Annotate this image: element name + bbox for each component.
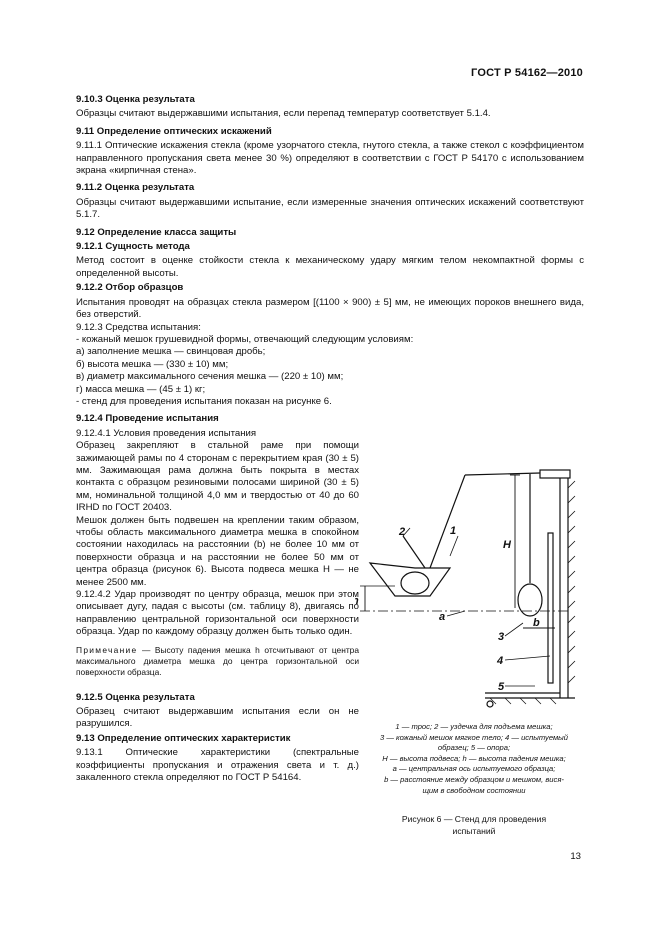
rope-1	[430, 475, 465, 568]
legend-line: 3 — кожаный мешок мягкое тело; 4 — испытуемый	[380, 732, 568, 742]
legend-line: b — расстояние между образцом и мешком, вися-	[384, 774, 564, 784]
heading-9-12-2: 9.12.2 Отбор образцов	[76, 282, 184, 294]
paragraph: Мешок должен быть подвешен на креплении таким образом, чтобы область максимального диаметра мешка в спокойном состоянии находилась на расстоянии (b) не более 10 мм от поверхности образца и на расстоянии не более 50 мм от центра образца (рисунок 6). Высота подвеса мешка H — не менее 2500 мм.	[76, 514, 359, 588]
list-item: - кожаный мешок грушевидной формы, отвечающий следующим условиям:	[76, 333, 414, 345]
heading-9-13: 9.13 Определение оптических характеристик	[76, 732, 291, 744]
paragraph: 9.13.1 Оптические характеристики (спектральные коэффициенты пропускания и отражения света и т. д.) закаленного стекла определяют по ГОСТ Р 54164.	[76, 747, 359, 784]
paragraph: 9.12.4.1 Условия проведения испытания	[76, 427, 257, 439]
heading-9-12-1: 9.12.1 Сущность метода	[76, 241, 190, 253]
paragraph: Образцы считают выдержавшими испытания, если перепад температур соответствует 5.1.4.	[76, 108, 491, 120]
bag-raised	[401, 572, 429, 594]
heading-9-11: 9.11 Определение оптических искажений	[76, 125, 272, 137]
sling	[370, 563, 450, 596]
heading-9-12-5: 9.12.5 Оценка результата	[76, 691, 195, 703]
list-item: в) диаметр максимального сечения мешка — (220 ± 10) мм;	[76, 371, 344, 383]
caption-line: Рисунок 6 — Стенд для проведения	[401, 814, 547, 824]
label-h	[355, 595, 359, 607]
paragraph: Метод состоит в оценке стойкости стекла к механическому удару мягким телом некомпактной формы с определенной высоты.	[76, 255, 584, 279]
heading-9-10-3: 9.10.3 Оценка результата	[76, 94, 195, 105]
paragraph: Испытания проводят на образцах стекла размером [(1100 × 900) ± 5] мм, не имеющих пороков внешнего вида, без отверстий.	[76, 296, 584, 321]
list-item: а) заполнение мешка — свинцовая дробь;	[76, 346, 266, 358]
rope-top	[465, 473, 540, 475]
legend-line: 1 — трос; 2 — уздечка для подъема мешка;	[395, 722, 553, 731]
lift-rope	[403, 536, 425, 568]
note	[76, 645, 359, 678]
note-text: — Высоту падения мешка h отсчитывают от центра максимального диаметра мешка до центра горизонтальной оси поверхности образца.	[76, 644, 359, 677]
paragraph: Образцы считают выдержавшими испытание, если измеренные значения оптических искажений соответствуют 5.1.7.	[76, 196, 584, 221]
list-item: б) высота мешка — (330 ± 10) мм;	[76, 358, 229, 370]
label-a: a	[439, 611, 446, 623]
label-1: 1	[450, 525, 457, 537]
label-2: 2	[399, 526, 406, 538]
figure-caption	[368, 814, 580, 837]
top-beam	[540, 470, 570, 478]
note-label: Примечание	[76, 644, 138, 655]
paragraph: 9.12.4.2 Удар производят по центру образца, мешок при этом описывает дугу, падая с высоты (см. таблицу 8), двигаясь по направлению центральной горизонтальной оси поверхности образца. Удар по каждому образцу должен быть только один.	[76, 589, 359, 638]
list-item: г) масса мешка — (45 ± 1) кг;	[76, 383, 206, 395]
paragraph: 9.11.1 Оптические искажения стекла (кроме узорчатого стекла, гнутого стекла, а также стекол с коэффициентом направленного пропускания света менее 30 %) определяют в соответствии с ГОСТ Р 54170 с использованием экрана «кирпичная стена».	[76, 140, 584, 177]
label-b: b	[533, 617, 540, 629]
legend-line: образец; 5 — опора;	[437, 743, 511, 753]
test-stand-diagram	[355, 468, 585, 713]
heading-9-11-2: 9.11.2 Оценка результата	[76, 182, 195, 194]
figure-legend	[368, 722, 580, 796]
paragraph: Образец считают выдержавшим испытания если он не разрушился.	[76, 706, 359, 730]
document-header: ГОСТ Р 54162—2010	[471, 67, 583, 79]
label-4: 4	[497, 655, 504, 667]
paragraph: 9.12.3 Средства испытания:	[76, 321, 201, 333]
legend-line: H — высота подвеса; h — высота падения мешка;	[382, 753, 566, 763]
heading-9-12-4: 9.12.4 Проведение испытания	[76, 413, 219, 425]
label-3: 3	[498, 631, 505, 643]
label-5: 5	[498, 681, 505, 693]
caption-line: испытаний	[452, 825, 496, 836]
test-specimen	[548, 533, 553, 683]
label-H: H	[503, 539, 511, 551]
paragraph: Образец закрепляют в стальной раме при помощи зажимающей рамы по 4 сторонам с перекрытием края (30 ± 5) мм. Зажимающая рама должна быть покрыта в местах контакта с образцом резиновыми полосами шириной (30 ± 5) мм, номинальной толщиной 4,0 мм и твердостью от 40 до 60 IRHD по ГОСТ 20403.	[76, 440, 359, 514]
page-number: 13	[570, 851, 581, 862]
list-item: - стенд для проведения испытания показан на рисунке 6.	[76, 395, 332, 407]
heading-9-12: 9.12 Определение класса защиты	[76, 226, 237, 238]
figure-6-test-stand	[355, 468, 585, 713]
legend-line: щим в свободном состоянии	[422, 785, 526, 795]
legend-line: a — центральная ось испытуемого образца;	[392, 764, 556, 774]
